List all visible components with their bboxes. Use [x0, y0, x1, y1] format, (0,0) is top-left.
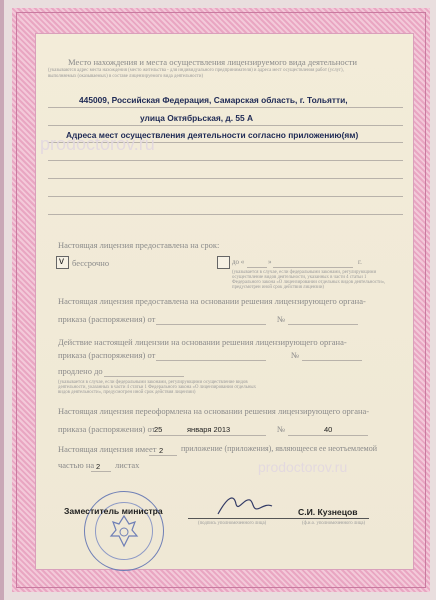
header-title: Место нахождения и места осуществления лицензируемого вида деятельности [68, 57, 358, 67]
basis-no: № [277, 314, 286, 324]
watermark-bottom: prodoctorov.ru [258, 459, 348, 475]
reissue-month-year: января 2013 [187, 425, 231, 434]
indefinite-checkbox [56, 256, 69, 269]
extension-no: № [291, 350, 300, 360]
reissue-line-1: Настоящая лицензия переоформлена на основании решения лицензирующего органа- [58, 406, 370, 416]
reissue-line-2: приказа (распоряжения) от [58, 424, 156, 434]
basis-line-2: приказа (распоряжения) от [58, 314, 156, 324]
until-checkbox [217, 256, 230, 269]
appendix-count: 2 [159, 446, 164, 455]
signatory-name: С.И. Кузнецов [298, 507, 358, 517]
term-label: Настоящая лицензия предоставлена на срок: [58, 240, 220, 250]
basis-line-1: Настоящая лицензия предоставлена на основании решения лицензирующего органа- [58, 296, 366, 306]
signatory-position: Заместитель министра [64, 506, 163, 516]
address-line-2: улица Октябрьская, д. 55 А [140, 113, 254, 123]
extension-note-3: видов деятельности», предусмотрен иной срок действия лицензии) [58, 390, 196, 395]
address-line-1: 445009, Российская Федерация, Самарская область, г. Тольятти, [79, 95, 348, 105]
term-note-1: (указывается в случае, если федеральными законами, регулирующими [232, 270, 377, 275]
prolonged-label: продлено до [58, 366, 103, 376]
name-note: (ф.и.о. уполномоченного лица) [302, 521, 366, 526]
reissue-number: 40 [324, 425, 333, 434]
term-note-2: осуществление видов деятельности, указанных в части 4 статьи 1 [232, 275, 367, 280]
official-seal [84, 491, 164, 571]
extension-line-2: приказа (распоряжения) от [58, 350, 156, 360]
signature-note: (подпись уполномоченного лица) [198, 521, 267, 526]
reissue-day: 25 [154, 425, 163, 434]
term-note-4: предусмотрен иной срок действия лицензии) [232, 285, 325, 290]
appendix-has: Настоящая лицензия имеет [58, 444, 157, 454]
header-note-2: выполняемых (оказываемых) в составе лицензируемого вида деятельности) [48, 74, 204, 79]
reissue-no: № [277, 424, 286, 434]
license-paper [36, 34, 413, 569]
check-mark: v [59, 256, 64, 267]
handwritten-signature [214, 490, 274, 520]
extension-note-2: деятельности, указанных в части 4 статьи 1 Федерального закона «О лицензировании отдельных [58, 385, 257, 390]
appendix-label: приложение (приложения), являющееся ее неотъемлемой [181, 444, 377, 453]
extension-note-1: (указывается в случае, если федеральными законами, регулирующими осуществление видов [58, 380, 248, 385]
until-label: до « [232, 258, 245, 266]
until-year: г. [358, 258, 362, 266]
appendix-sheets-label: листах [115, 460, 140, 470]
term-note-3: Федерального закона «О лицензировании отдельных видов деятельности», [232, 280, 386, 285]
seal-emblem-icon [85, 492, 163, 570]
extension-line-1: Действие настоящей лицензии на основании решения лицензирующего органа- [58, 337, 347, 347]
header-note-1: (указываются адрес места нахождения (место жительства - для индивидуального предпринимателя) и адреса мест осуществления работ (услуг), [48, 68, 344, 73]
address-line-3: Адреса мест осуществления деятельности согласно приложению(ям) [66, 130, 359, 140]
indefinite-label: бессрочно [72, 258, 110, 268]
until-mid: » [268, 258, 272, 266]
appendix-part: частью на [58, 460, 95, 470]
appendix-sheets: 2 [96, 462, 101, 471]
watermark-top: prodoctorov.ru [40, 134, 155, 154]
